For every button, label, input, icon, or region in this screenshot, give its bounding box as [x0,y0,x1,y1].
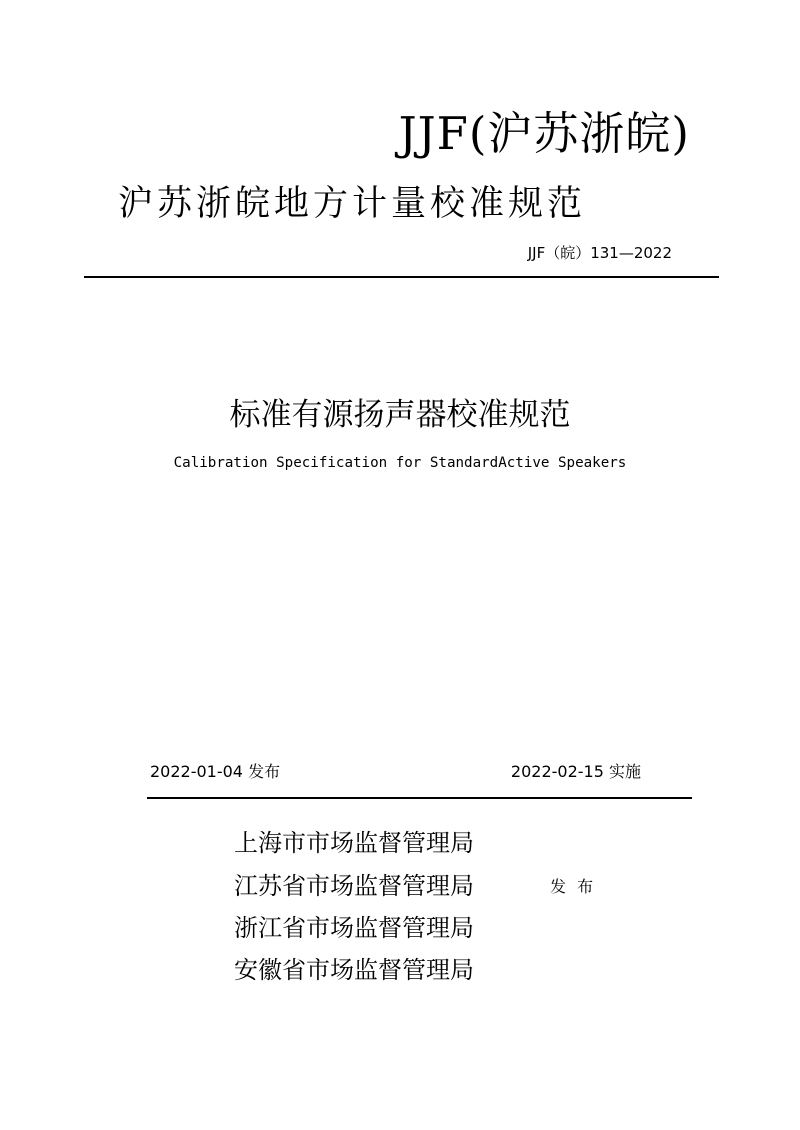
spec-category-title: 沪苏浙皖地方计量校准规范 [118,184,587,224]
document-number: JJF（皖）131—2022 [527,244,672,262]
series-title: JJF(沪苏浙皖) [398,107,690,160]
issuer-zhejiang: 浙江省市场监督管理局 [234,914,474,942]
issue-date: 2022-01-04 发布 [150,762,281,781]
document-title-english: Calibration Specification for StandardActive Speakers [173,455,627,471]
issuer-shanghai: 上海市市场监督管理局 [234,829,474,857]
top-divider [84,276,719,278]
document-title-chinese: 标准有源扬声器校准规范 [229,397,571,433]
publish-label: 发 布 [550,877,594,896]
issuer-jiangsu: 江苏省市场监督管理局 [234,872,474,900]
bottom-divider [147,797,692,799]
issuer-anhui: 安徽省市场监督管理局 [234,956,474,984]
effective-date: 2022-02-15 实施 [510,762,641,781]
